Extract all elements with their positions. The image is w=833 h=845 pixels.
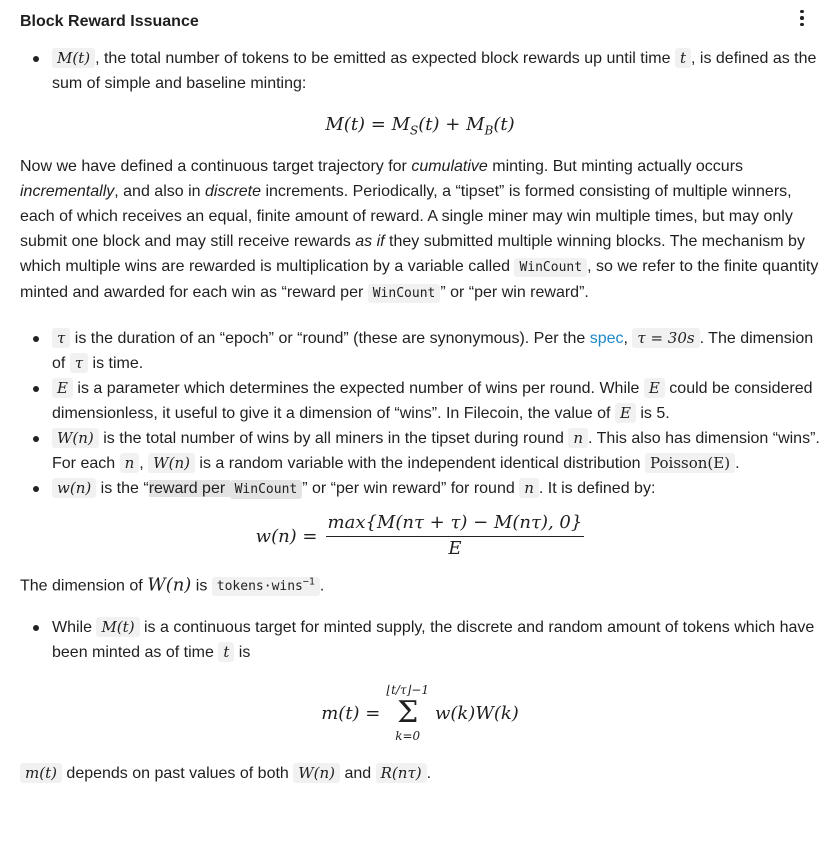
equation-minted-supply	[20, 673, 820, 753]
spec-link[interactable]: spec	[589, 330, 624, 347]
text: could be considered dimensionless, it useful to give it a dimension of “wins”. In Filecoin, the value of	[52, 380, 813, 422]
text: . It is defined by:	[538, 480, 656, 497]
text: is time.	[88, 355, 144, 372]
text: ” or “per win reward”.	[440, 284, 589, 301]
eq-rhs: w(k)W(k)	[434, 702, 519, 724]
bullet-list-2	[20, 326, 820, 502]
math-R-ntau: R(nτ)	[376, 763, 427, 783]
text: is	[191, 577, 212, 595]
eq-lhs: w(n) =	[255, 525, 318, 547]
math-poisson: Poisson(E)	[645, 453, 735, 473]
code-wincount: WinCount	[230, 480, 303, 499]
math-n: n	[519, 478, 539, 498]
text: , so we refer to the finite quantity minted and awarded for each win as “reward per	[20, 258, 819, 301]
numerator: max{M(nτ + τ) − M(nτ), 0}	[326, 512, 585, 537]
code-text: tokens·wins	[216, 579, 303, 595]
text: they submitted multiple winning blocks. The mechanism by which multiple wins are rewarded is multiplication by a variable called	[20, 233, 805, 275]
math-E: E	[52, 378, 73, 398]
code-wincount: WinCount	[514, 258, 587, 277]
text: is a parameter which determines the expected number of wins per round. While	[72, 380, 644, 397]
equation-total-minting: $M(t) = M_S(t) + M_B(t)$	[325, 114, 515, 138]
text: The dimension of	[20, 577, 148, 595]
text: Now we have defined a continuous target trajectory for	[20, 158, 412, 175]
math-W-n: W(n)	[293, 763, 340, 783]
emphasis: incrementally	[20, 183, 115, 200]
more-vertical-icon[interactable]	[795, 5, 809, 31]
text: is	[238, 644, 251, 662]
document	[20, 8, 820, 786]
superscript: −1	[302, 577, 315, 588]
bullet-list-1	[20, 46, 820, 96]
text: ,	[139, 455, 144, 472]
math-tau-30s: τ = 30s	[632, 328, 699, 348]
highlighted-text: reward per	[148, 480, 230, 497]
paragraph-last	[20, 761, 820, 786]
text: is the total number of wins by all miners in the tipset during round	[98, 430, 569, 447]
list-item-E	[20, 376, 820, 426]
emphasis: as if	[355, 233, 385, 250]
math-M-t: M(t)	[96, 617, 139, 637]
text: minting. But minting actually occurs	[487, 158, 744, 175]
math-W-n: W(n)	[147, 574, 192, 596]
text: and	[340, 765, 376, 783]
math-t: t	[218, 642, 234, 662]
text: is 5.	[635, 405, 670, 422]
equation-per-win-reward	[20, 508, 820, 564]
text: depends on past values of both	[61, 765, 294, 783]
math-tau: τ	[52, 328, 70, 348]
text: ” or “per win reward” for round	[302, 480, 520, 497]
math-tau: τ	[70, 353, 88, 373]
sigma-icon: Σ	[397, 695, 419, 731]
text: , and also in	[114, 183, 205, 200]
text: is the duration of an “epoch” or “round” (these are synonymous). Per the	[70, 330, 590, 347]
text: is a continuous target for minted supply, the discrete and random amount of tokens which have been minted as of time	[52, 619, 815, 662]
text: While	[52, 619, 97, 637]
denominator: E	[448, 538, 462, 559]
page-title: Block Reward Issuance	[20, 12, 199, 30]
list-item-w	[20, 476, 820, 502]
bullet-list-3	[20, 615, 820, 665]
math-E: E	[615, 403, 636, 423]
text: ,	[623, 330, 628, 347]
list-item-M	[20, 46, 820, 96]
math-W-n: W(n)	[148, 453, 195, 473]
math-E: E	[644, 378, 665, 398]
math-M-t: M(t)	[52, 48, 95, 68]
list-item-tau	[20, 326, 820, 376]
text: , is defined as the sum of simple and baseline minting:	[52, 50, 817, 92]
code-tokens-wins	[212, 577, 320, 596]
text: . This also has dimension “wins”. For each	[52, 430, 820, 472]
sum-lower: k=0	[395, 729, 421, 744]
math-w-n: w(n)	[52, 478, 96, 498]
math-t: t	[675, 48, 691, 68]
text: is a random variable with the independent identical distribution	[194, 455, 646, 472]
list-item-W	[20, 426, 820, 476]
paragraph-dimension	[20, 570, 820, 599]
math-n: n	[568, 428, 588, 448]
text: .	[735, 455, 740, 472]
math-n: n	[120, 453, 140, 473]
fraction	[326, 512, 585, 560]
emphasis: discrete	[205, 183, 262, 200]
text: increments. Periodically, a “tipset” is formed consisting of multiple winners, each of which receives an equal, finite amount of reward. A single miner may win multiple times, but may only submit one block and may still receive rewards	[20, 183, 793, 250]
text: .	[319, 577, 325, 595]
paragraph-minting	[20, 154, 820, 306]
eq-lhs: m(t) =	[321, 702, 381, 724]
text: . The dimension of	[52, 330, 814, 372]
text: .	[426, 765, 432, 783]
math-W-n: W(n)	[52, 428, 99, 448]
text: , the total number of tokens to be emitted as expected block rewards up until time	[95, 50, 671, 67]
emphasis: cumulative	[411, 158, 488, 175]
code-wincount-2: WinCount	[368, 284, 441, 303]
list-item-minted	[20, 615, 820, 665]
summation	[386, 683, 429, 743]
text: is the “	[96, 480, 149, 497]
math-m-t: m(t)	[20, 763, 62, 783]
header	[20, 8, 820, 34]
sum-upper: ⌊t/τ⌋−1	[386, 683, 429, 698]
